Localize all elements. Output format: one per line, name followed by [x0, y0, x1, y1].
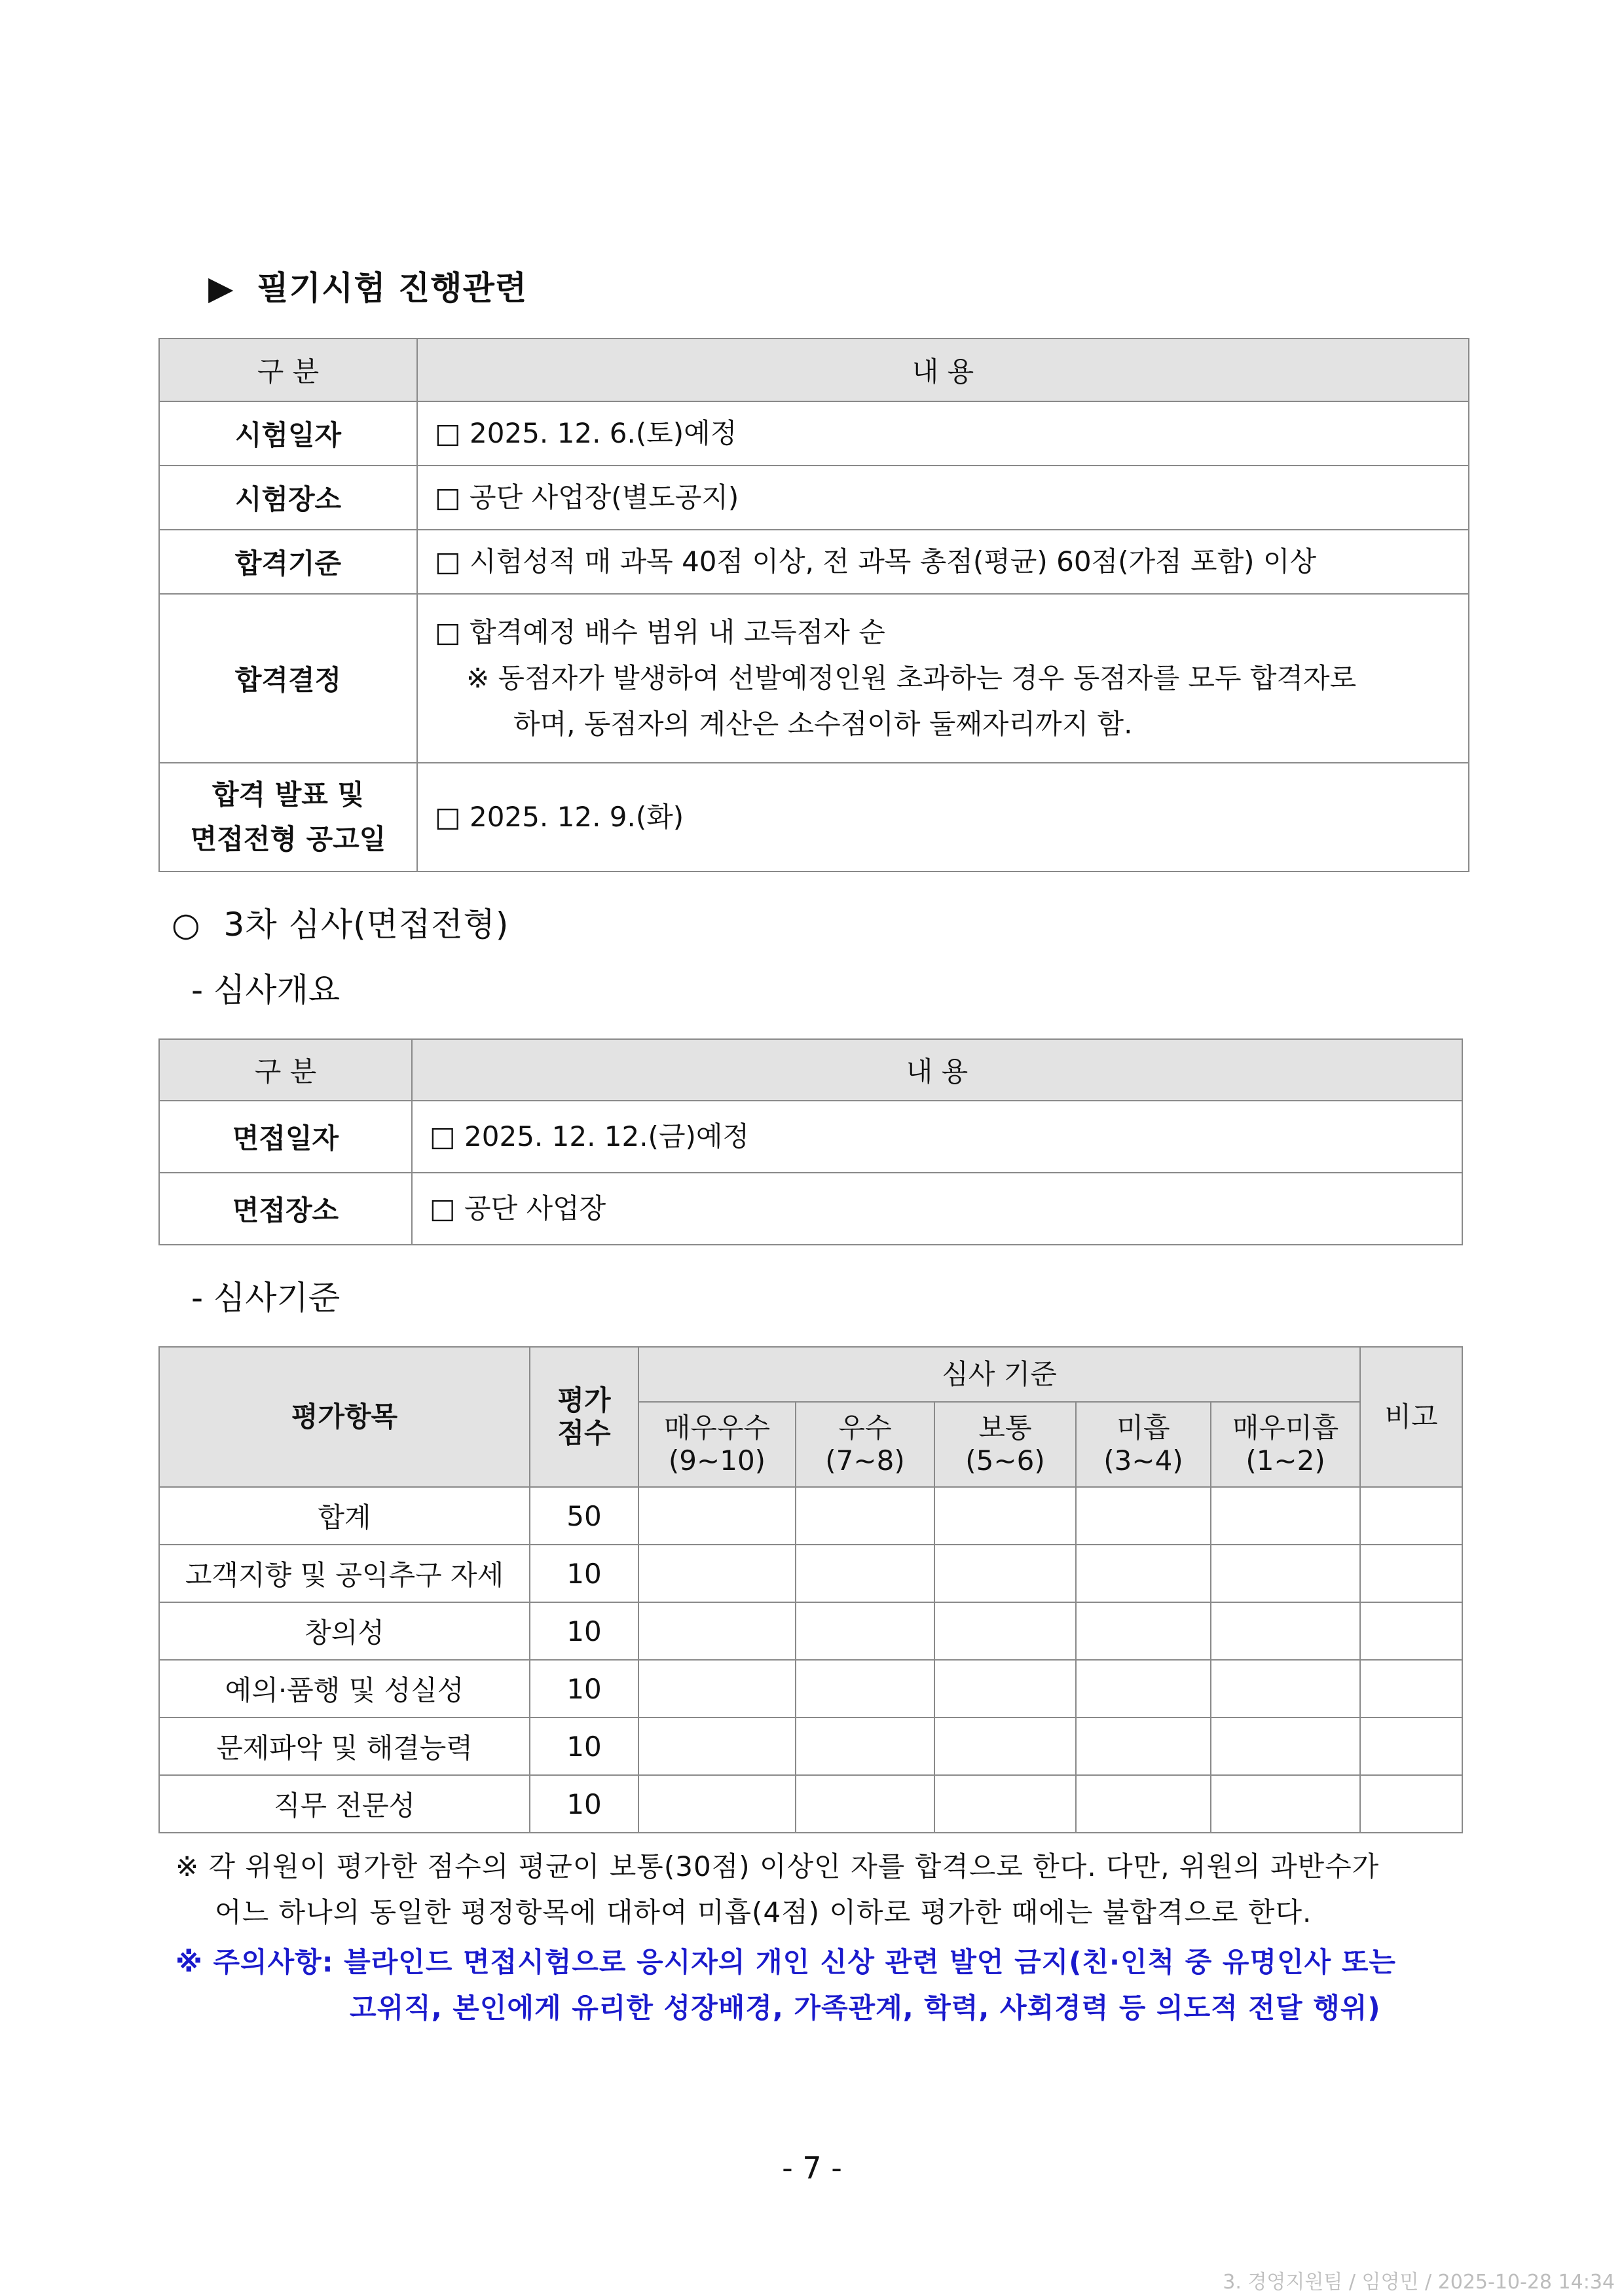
level-range: (7~8)	[825, 1444, 905, 1477]
item-cell: 창의성	[159, 1602, 530, 1660]
level-name: 미흡	[1116, 1412, 1170, 1444]
section1-title: 필기시험 진행관련	[257, 269, 528, 307]
table-row	[159, 401, 1469, 466]
row-label-line: 합격 발표 및	[212, 779, 365, 811]
empty-cell	[1211, 1487, 1360, 1545]
row-label: 면접장소	[159, 1173, 412, 1245]
score-cell: 10	[530, 1717, 638, 1775]
header-item: 평가항목	[159, 1347, 530, 1487]
table-header-row	[159, 1347, 1462, 1402]
empty-cell	[1076, 1717, 1211, 1775]
empty-cell	[638, 1775, 796, 1833]
caution-line: ※ 주의사항: 블라인드 면접시험으로 응시자의 개인 신상 관련 발언 금지(친·인척 중 유명인사 또는	[175, 1946, 1396, 1978]
score-cell: 10	[530, 1775, 638, 1833]
row-label: 합격결정	[159, 594, 417, 763]
score-cell: 10	[530, 1660, 638, 1717]
item-cell: 직무 전문성	[159, 1775, 530, 1833]
score-cell: 50	[530, 1487, 638, 1545]
row-content: □ 2025. 12. 6.(토)예정	[417, 401, 1469, 466]
empty-cell	[1076, 1775, 1211, 1833]
level-name: 보통	[978, 1412, 1032, 1444]
empty-cell	[638, 1487, 796, 1545]
empty-cell	[1076, 1545, 1211, 1602]
header-note: 비고	[1360, 1347, 1462, 1487]
level-name: 매우미흡	[1232, 1412, 1339, 1444]
empty-cell	[1211, 1775, 1360, 1833]
empty-cell	[1360, 1717, 1462, 1775]
table-row	[159, 1717, 1462, 1775]
table-row	[159, 530, 1469, 594]
row-content: □ 시험성적 매 과목 40점 이상, 전 과목 총점(평균) 60점(가점 포함) 이상	[417, 530, 1469, 594]
header-content: 내 용	[417, 339, 1469, 401]
header-score-line: 점수	[557, 1417, 611, 1449]
header-score-line: 평가	[557, 1384, 611, 1416]
header-criteria-group: 심사 기준	[638, 1347, 1360, 1402]
caution-line: 고위직, 본인에게 유리한 성장배경, 가족관계, 학력, 사회경력 등 의도적 전달 행위)	[350, 1992, 1381, 2024]
empty-cell	[796, 1545, 934, 1602]
row-label: 합격기준	[159, 530, 417, 594]
empty-cell	[1076, 1602, 1211, 1660]
table-row	[159, 594, 1469, 763]
level-name: 매우우수	[663, 1412, 771, 1444]
table-row	[159, 1660, 1462, 1717]
caution-note	[175, 1939, 1479, 2031]
section1-heading	[208, 268, 527, 308]
row-label: 면접일자	[159, 1101, 412, 1173]
empty-cell	[638, 1602, 796, 1660]
empty-cell	[934, 1545, 1076, 1602]
section2-heading	[172, 905, 509, 944]
empty-cell	[1360, 1775, 1462, 1833]
empty-cell	[796, 1602, 934, 1660]
level-range: (9~10)	[668, 1444, 766, 1477]
empty-cell	[1360, 1602, 1462, 1660]
empty-cell	[1360, 1545, 1462, 1602]
empty-cell	[934, 1487, 1076, 1545]
empty-cell	[638, 1545, 796, 1602]
empty-cell	[638, 1717, 796, 1775]
row-content: □ 2025. 12. 12.(금)예정	[412, 1101, 1462, 1173]
empty-cell	[1211, 1545, 1360, 1602]
level-name: 우수	[838, 1412, 892, 1444]
empty-cell	[638, 1660, 796, 1717]
level-range: (1~2)	[1246, 1444, 1325, 1477]
score-cell: 10	[530, 1545, 638, 1602]
header-level	[796, 1402, 934, 1487]
content-note-line: ※ 동점자가 발생하여 선발예정인원 초과하는 경우 동점자를 모두 합격자로	[466, 662, 1357, 694]
table-row	[159, 763, 1469, 872]
table-header-row	[159, 1039, 1462, 1101]
table-row	[159, 1101, 1462, 1173]
table-row	[159, 1775, 1462, 1833]
circle-marker-icon: ○	[172, 906, 201, 944]
header-content: 내 용	[412, 1039, 1462, 1101]
empty-cell	[934, 1717, 1076, 1775]
overview-subtitle: - 심사개요	[191, 971, 341, 1009]
header-category: 구 분	[159, 1039, 412, 1101]
content-line: □ 합격예정 배수 범위 내 고득점자 순	[435, 616, 885, 648]
row-content: □ 2025. 12. 9.(화)	[417, 763, 1469, 872]
header-category: 구 분	[159, 339, 417, 401]
print-footer: 3. 경영지원팀 / 임영민 / 2025-10-28 14:34	[1223, 2271, 1615, 2294]
table-row	[159, 1602, 1462, 1660]
item-cell: 예의·품행 및 성실성	[159, 1660, 530, 1717]
empty-cell	[796, 1775, 934, 1833]
empty-cell	[1211, 1717, 1360, 1775]
note-line: 어느 하나의 동일한 평정항목에 대하여 미흡(4점) 이하로 평가한 때에는 불합격으로 한다.	[215, 1896, 1312, 1928]
section2-title: 3차 심사(면접전형)	[223, 906, 509, 944]
row-label-line: 면접전형 공고일	[190, 823, 386, 855]
empty-cell	[1076, 1660, 1211, 1717]
header-level	[1211, 1402, 1360, 1487]
empty-cell	[934, 1660, 1076, 1717]
table-row	[159, 1487, 1462, 1545]
table-header-row	[159, 339, 1469, 401]
row-label: 시험장소	[159, 466, 417, 530]
item-cell: 고객지향 및 공익추구 자세	[159, 1545, 530, 1602]
empty-cell	[934, 1602, 1076, 1660]
header-level	[1076, 1402, 1211, 1487]
header-level	[934, 1402, 1076, 1487]
header-level	[638, 1402, 796, 1487]
criteria-subtitle: - 심사기준	[191, 1279, 341, 1317]
empty-cell	[934, 1775, 1076, 1833]
empty-cell	[796, 1660, 934, 1717]
row-content	[417, 594, 1469, 763]
criteria-table	[158, 1346, 1463, 1833]
level-range: (3~4)	[1103, 1444, 1183, 1477]
empty-cell	[796, 1487, 934, 1545]
triangle-marker-icon: ▶	[208, 269, 234, 307]
row-content: □ 공단 사업장(별도공지)	[417, 466, 1469, 530]
content-note-line: 하며, 동점자의 계산은 소수점이하 둘째자리까지 함.	[513, 708, 1133, 740]
empty-cell	[796, 1717, 934, 1775]
empty-cell	[1076, 1487, 1211, 1545]
written-exam-table	[158, 338, 1469, 872]
note-line: ※ 각 위원이 평가한 점수의 평균이 보통(30점) 이상인 자를 합격으로 한다. 다만, 위원의 과반수가	[175, 1850, 1380, 1882]
empty-cell	[1360, 1660, 1462, 1717]
empty-cell	[1360, 1487, 1462, 1545]
level-range: (5~6)	[965, 1444, 1045, 1477]
row-label	[159, 763, 417, 872]
item-cell: 문제파악 및 해결능력	[159, 1717, 530, 1775]
empty-cell	[1211, 1602, 1360, 1660]
item-cell: 합계	[159, 1487, 530, 1545]
table-row	[159, 466, 1469, 530]
row-label: 시험일자	[159, 401, 417, 466]
table-row	[159, 1173, 1462, 1245]
table-row	[159, 1545, 1462, 1602]
row-content: □ 공단 사업장	[412, 1173, 1462, 1245]
scoring-note	[175, 1844, 1479, 1936]
page-number: - 7 -	[782, 2150, 842, 2186]
header-score	[530, 1347, 638, 1487]
empty-cell	[1211, 1660, 1360, 1717]
score-cell: 10	[530, 1602, 638, 1660]
interview-overview-table	[158, 1038, 1463, 1245]
